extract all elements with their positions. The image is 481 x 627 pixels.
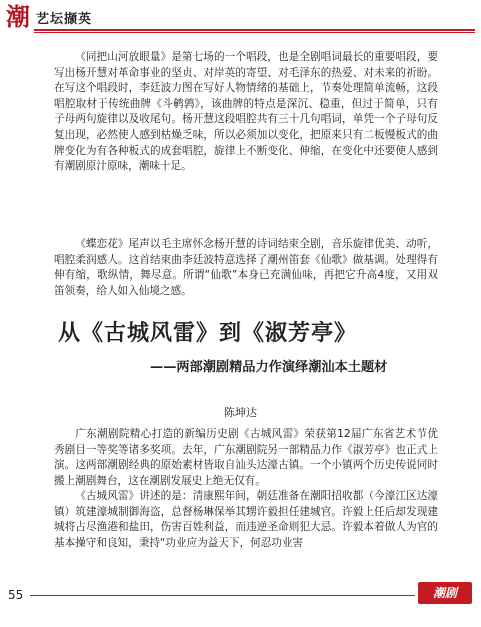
article-paragraph: 《古城风雷》讲述的是：清康熙年间，朝廷准备在潮阳招收都（今濠江区达濠镇）筑建濠城制御海盗，总督杨琳保举其甥许毅担任建城官。许毅上任后却发现建城将占尽渔港和盐田，伤害百姓利益，而违逆圣命则犯大忌。许毅本着做人为官的基本操守和良知，秉持“功业应为益天下，何忍功业害 xyxy=(54,490,438,549)
article-paragraph: 广东潮剧院精心打造的新编历史剧《古城风雷》荣获第12届广东省艺术节优秀剧目一等奖等诸多奖项。去年，广东潮剧院另一部精品力作《淑芳亭》也正式上演。这两部潮剧经典的原始素材皆取自汕头达濠古镇。一个小镇两个历史传说同时搬上潮剧舞台，这在潮剧发展史上绝无仅有。 xyxy=(54,428,438,487)
header-divider-thin xyxy=(34,32,475,33)
page-footer xyxy=(0,578,481,627)
article-title: 从《古城风雷》到《淑芳亭》 xyxy=(58,321,358,346)
section-title: 艺坛撷英 xyxy=(36,12,93,27)
body-paragraph: 《蝶恋花》尾声以毛主席怀念杨开慧的诗词结束全剧，音乐旋律优美、动听，唱腔柔润感人。这首结束曲李廷波特意选择了潮州笛套《仙歌》做基调。处理得有伸有缩，歌纵情，舞尽意。所谓“仙歌”本身已充满仙味，再把它升高4度，又用双笛领奏，给人如入仙境之感。 xyxy=(54,238,438,297)
footer-divider xyxy=(30,595,415,596)
body-paragraph: 《同把山河放眼量》是第七场的一个唱段，也是全剧唱词最长的重要唱段，要写出杨开慧对革命事业的坚贞、对岸英的寄望、对毛泽东的热爱、对未来的祈盼。在写这个唱段时，李廷波力图在写好人物情绪的基础上，节奏处理简单流畅，这段唱腔取材于传统曲牌《斗鹌鹑》，该曲牌的特点是深沉、稳重，但过于简单，只有子母两句旋律以及收尾句。杨开慧这段唱腔共有三十几句唱词，单凭一个子母句反复出现，必然使人感到枯燥乏味，所以必须加以变化，把原来只有二板慢板式的曲牌变化为有各种板式的成套唱腔，旋律上不断变化、伸缩，在变化中还要使人感到有潮剧原汁原味，潮味十足。 xyxy=(54,51,438,173)
chaoju-footer-logo: 潮剧 xyxy=(418,582,472,604)
article-subtitle: ——两部潮剧精品力作演绎潮汕本土题材 xyxy=(150,360,388,375)
page-number: 55 xyxy=(8,588,24,602)
page-header xyxy=(0,0,481,34)
article-author: 陈坤达 xyxy=(224,406,257,419)
chaoju-logo-mark: 潮 xyxy=(6,3,30,31)
header-divider xyxy=(34,29,475,31)
